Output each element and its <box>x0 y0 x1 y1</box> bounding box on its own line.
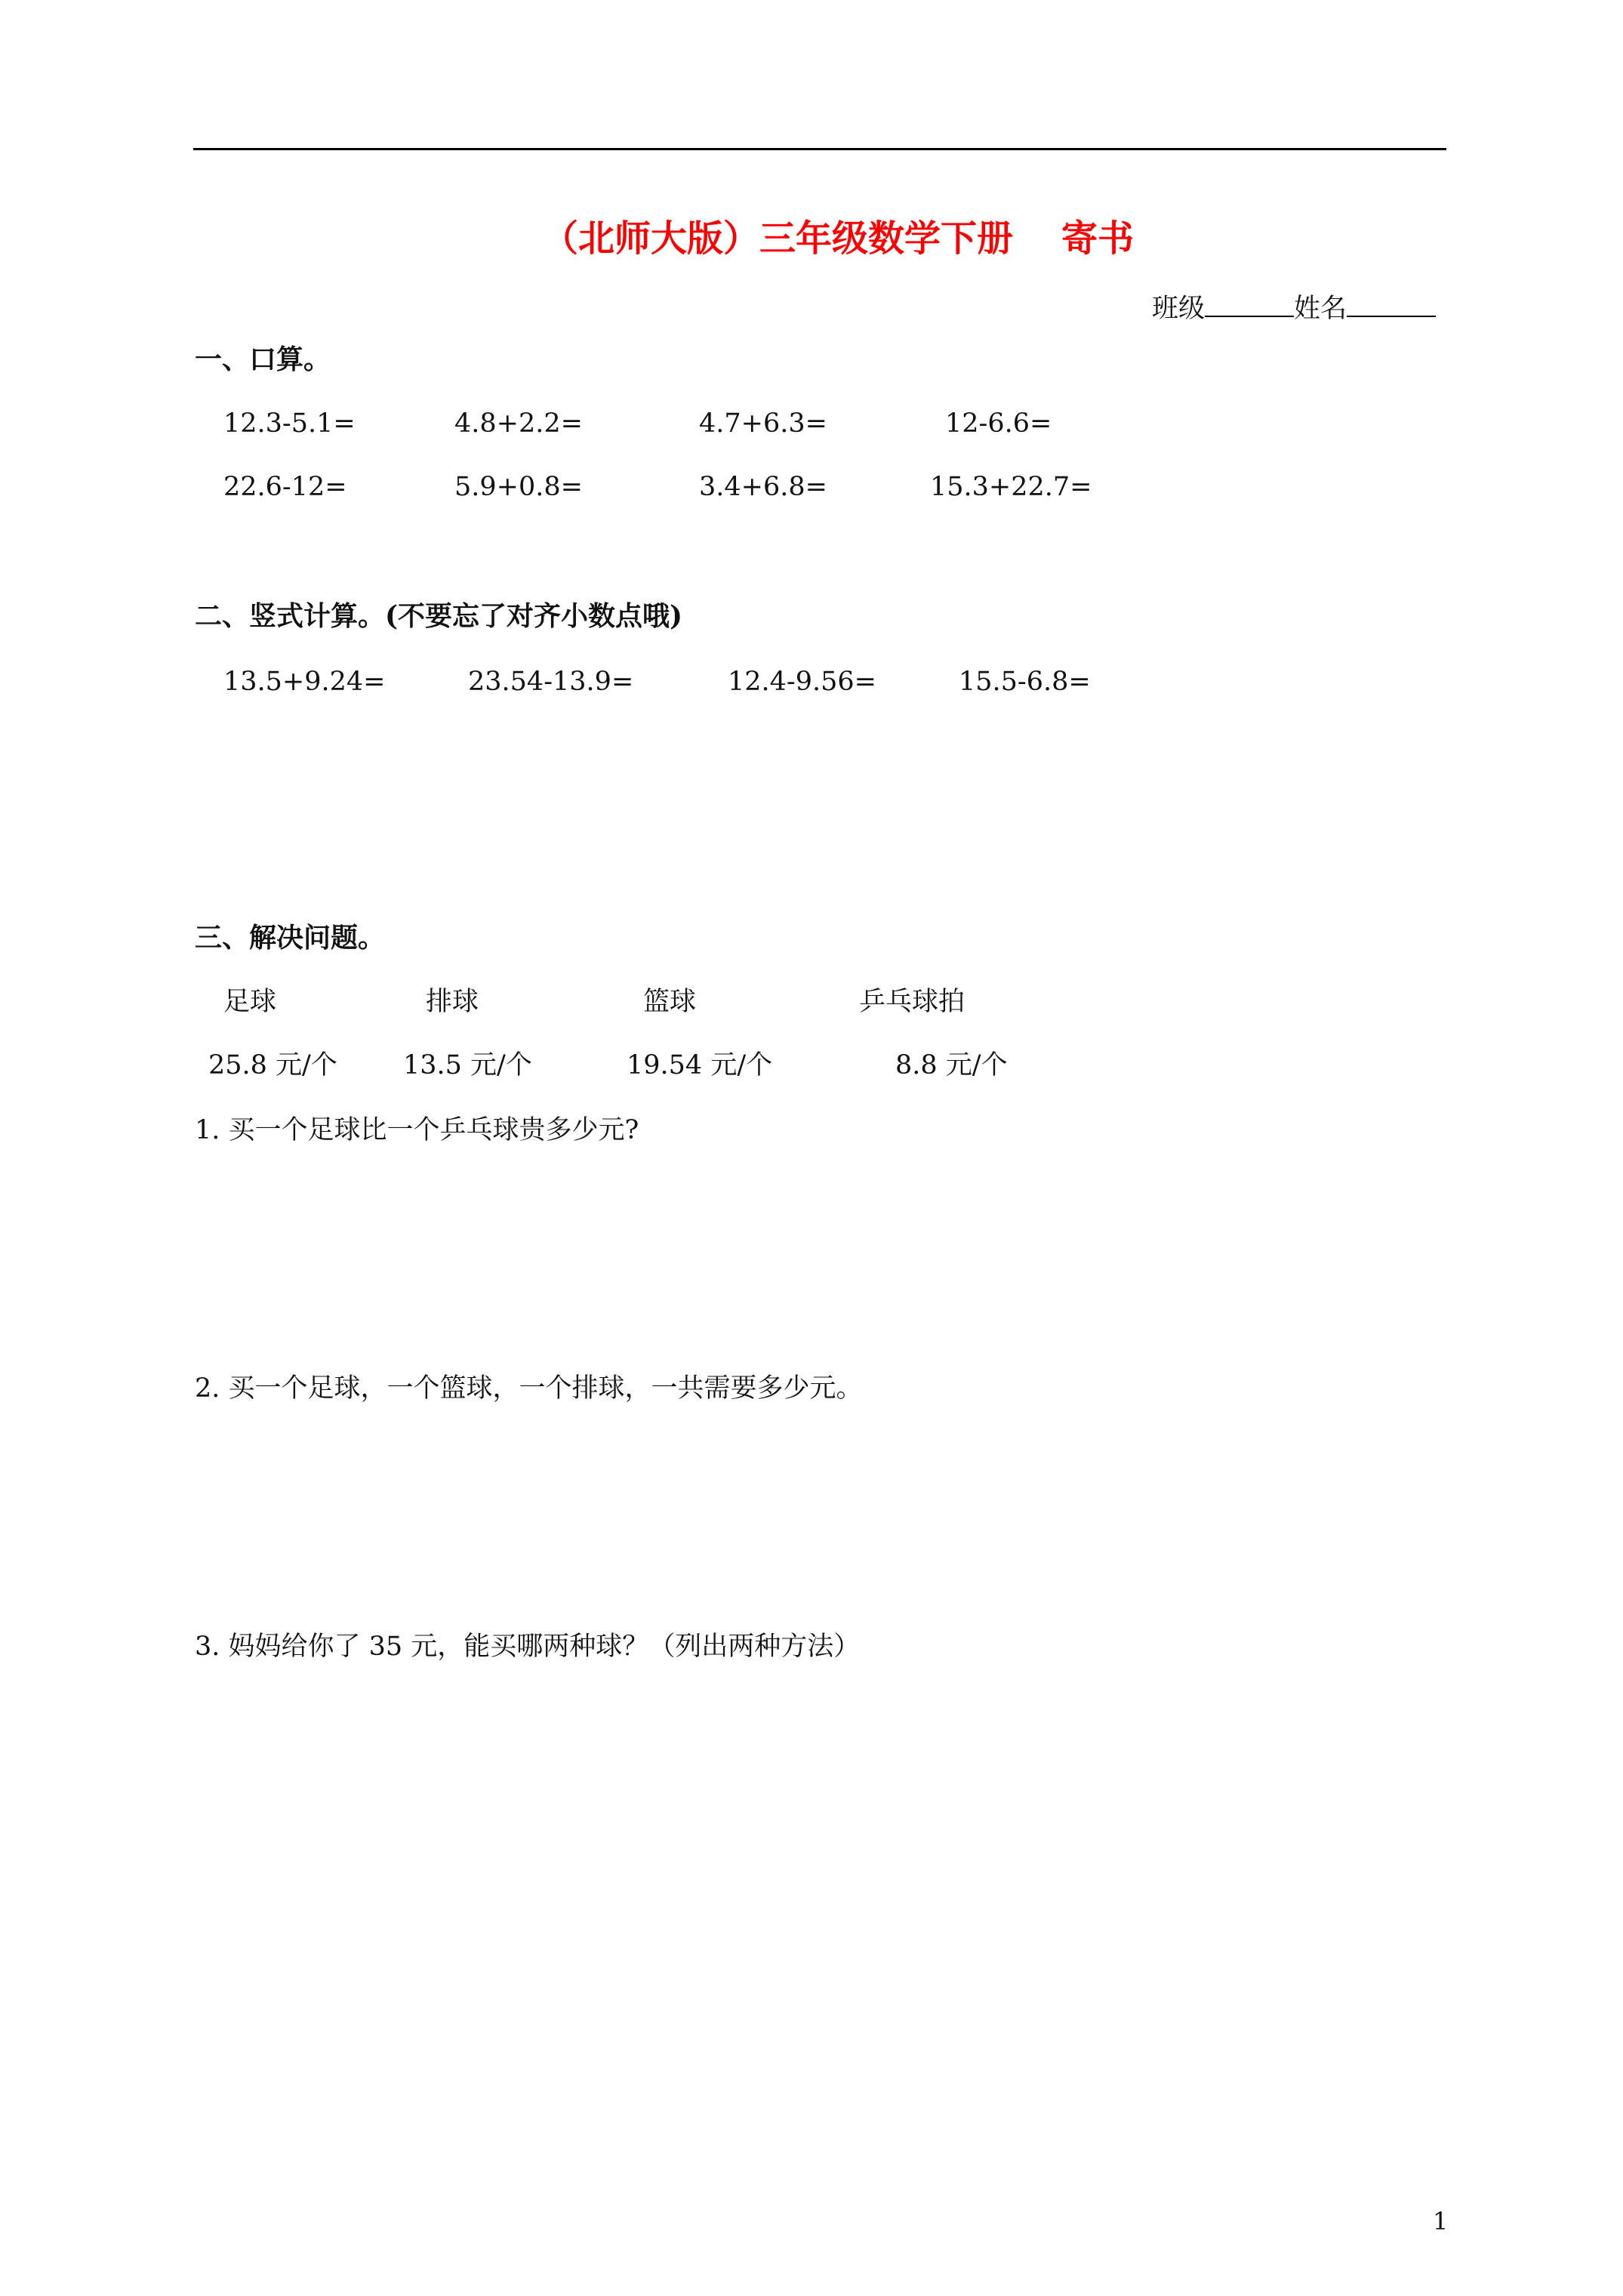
section3-heading: 三、解决问题。 <box>195 922 386 954</box>
product-name: 足球 <box>223 987 277 1017</box>
vertical-calc-problem: 23.54-13.9= <box>468 667 634 697</box>
vertical-calc-problem: 13.5+9.24= <box>223 667 386 697</box>
question-1: 1. 买一个足球比一个乒乓球贵多少元? <box>195 1115 639 1145</box>
class-label: 班级 <box>1152 294 1206 324</box>
oral-problem: 4.8+2.2= <box>454 408 583 439</box>
name-label: 姓名 <box>1294 294 1347 324</box>
vertical-calc-problem: 15.5-6.8= <box>959 667 1091 697</box>
oral-problem: 4.7+6.3= <box>699 408 827 439</box>
class-blank[interactable] <box>1205 291 1294 317</box>
product-name: 篮球 <box>643 987 697 1017</box>
product-price: 13.5 元/个 <box>403 1050 532 1080</box>
header-rule <box>193 148 1446 150</box>
oral-problem: 22.6-12= <box>223 472 347 502</box>
page-number: 1 <box>1433 2207 1449 2236</box>
section2-heading: 二、竖式计算。(不要忘了对齐小数点哦) <box>195 600 683 632</box>
product-price: 25.8 元/个 <box>208 1050 337 1080</box>
class-name-fields <box>1152 291 1436 322</box>
oral-problem: 15.3+22.7= <box>930 472 1092 502</box>
product-price: 19.54 元/个 <box>627 1050 773 1080</box>
section1-heading: 一、口算。 <box>195 344 331 375</box>
oral-problem: 3.4+6.8= <box>699 472 827 502</box>
product-price: 8.8 元/个 <box>895 1050 1008 1080</box>
page-title-topic: 寄书 <box>1061 217 1135 260</box>
oral-problem: 12.3-5.1= <box>223 408 356 439</box>
oral-problem: 12-6.6= <box>945 408 1052 439</box>
question-3: 3. 妈妈给你了 35 元，能买哪两种球？（列出两种方法） <box>195 1632 861 1662</box>
vertical-calc-problem: 12.4-9.56= <box>728 667 877 697</box>
product-name: 乒乓球拍 <box>859 987 965 1017</box>
page-title: （北师大版）三年级数学下册 <box>542 217 1014 260</box>
product-name: 排球 <box>426 987 479 1017</box>
name-blank[interactable] <box>1347 291 1436 317</box>
question-2: 2. 买一个足球，一个篮球，一个排球，一共需要多少元。 <box>195 1373 863 1404</box>
oral-problem: 5.9+0.8= <box>454 472 583 502</box>
